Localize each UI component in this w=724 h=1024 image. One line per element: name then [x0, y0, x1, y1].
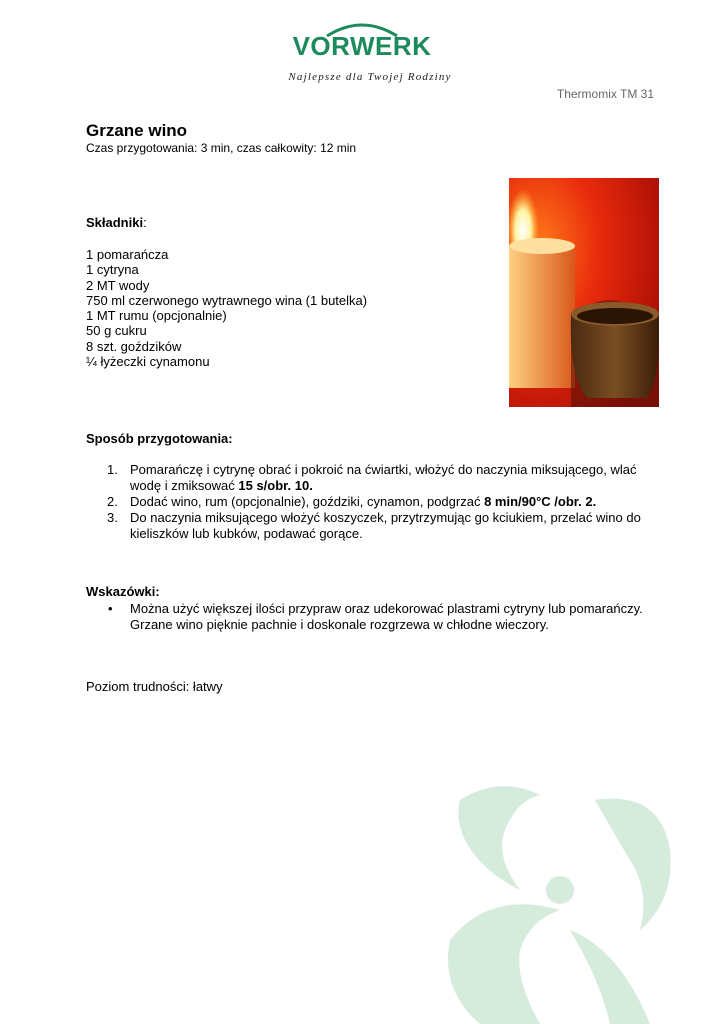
recipe-title: Grzane wino — [86, 121, 188, 140]
brand-tagline: Najlepsze dla Twojej Rodziny — [288, 71, 452, 83]
ingredient-item: 8 szt. goździków — [86, 338, 182, 354]
ingredients-heading-text: Składniki — [86, 215, 144, 230]
step-number: 1. — [107, 462, 118, 477]
step-number: 2. — [107, 494, 118, 509]
step-setting: 15 s/obr. 10. — [238, 478, 313, 493]
step-number: 3. — [107, 510, 118, 525]
ingredient-item: ¼ łyżeczki cynamonu — [86, 354, 210, 370]
candle-icon — [509, 246, 575, 388]
ingredient-item: 1 MT rumu (opcjonalnie) — [86, 308, 227, 324]
model-label: Thermomix TM 31 — [556, 87, 654, 101]
ingredient-item: 1 cytryna — [86, 262, 139, 278]
step-text: Dodać wino, rum (opcjonalnie), goździki, cynamon, podgrzać — [130, 494, 485, 509]
ingredients-heading-colon: : — [143, 215, 147, 230]
method-heading: Sposób przygotowania: — [86, 431, 233, 446]
ingredient-item: 1 pomarańcza — [86, 247, 169, 262]
tip-item — [86, 601, 656, 633]
step-text: Do naczynia miksującego włożyć koszyczek, przytrzymując go kciukiem, przelać wino do kieliszków lub kubków, podawać gorące. — [130, 510, 641, 541]
tips-heading: Wskazówki: — [86, 584, 160, 599]
mug-icon — [571, 302, 659, 398]
ingredients-list — [86, 247, 367, 369]
recipe-time: Czas przygotowania: 3 min, czas całkowity: 12 min — [86, 141, 357, 155]
vorwerk-watermark-icon — [420, 780, 724, 1024]
tip-text: Można użyć większej ilości przypraw oraz udekorować plastrami cytryny lub pomarańczy. Grzane wino pięknie pachnie i doskonale rozgrzewa w chłodne wieczory. — [130, 601, 643, 632]
mulled-wine-photo — [509, 178, 659, 407]
difficulty-level: Poziom trudności: łatwy — [86, 679, 223, 694]
ingredient-item: 50 g cukru — [86, 323, 147, 339]
ingredient-item: 750 ml czerwonego wytrawnego wina (1 butelka) — [86, 292, 368, 308]
step-text: Pomarańczę i cytrynę obrać i pokroić na ćwiartki, włożyć do naczynia miksującego, wlać wodę i zmiksować — [130, 462, 637, 493]
ingredient-item: 2 MT wody — [86, 277, 150, 293]
step-setting: 8 min/90°C /obr. 2. — [484, 494, 597, 509]
bullet-icon: • — [108, 601, 113, 616]
step-item — [86, 494, 656, 510]
method-steps — [86, 462, 656, 542]
ingredients-heading — [86, 215, 147, 230]
step-item — [86, 462, 656, 494]
step-item — [86, 510, 656, 542]
brand-name: VORWERK — [292, 31, 432, 61]
tips-list — [86, 601, 656, 633]
